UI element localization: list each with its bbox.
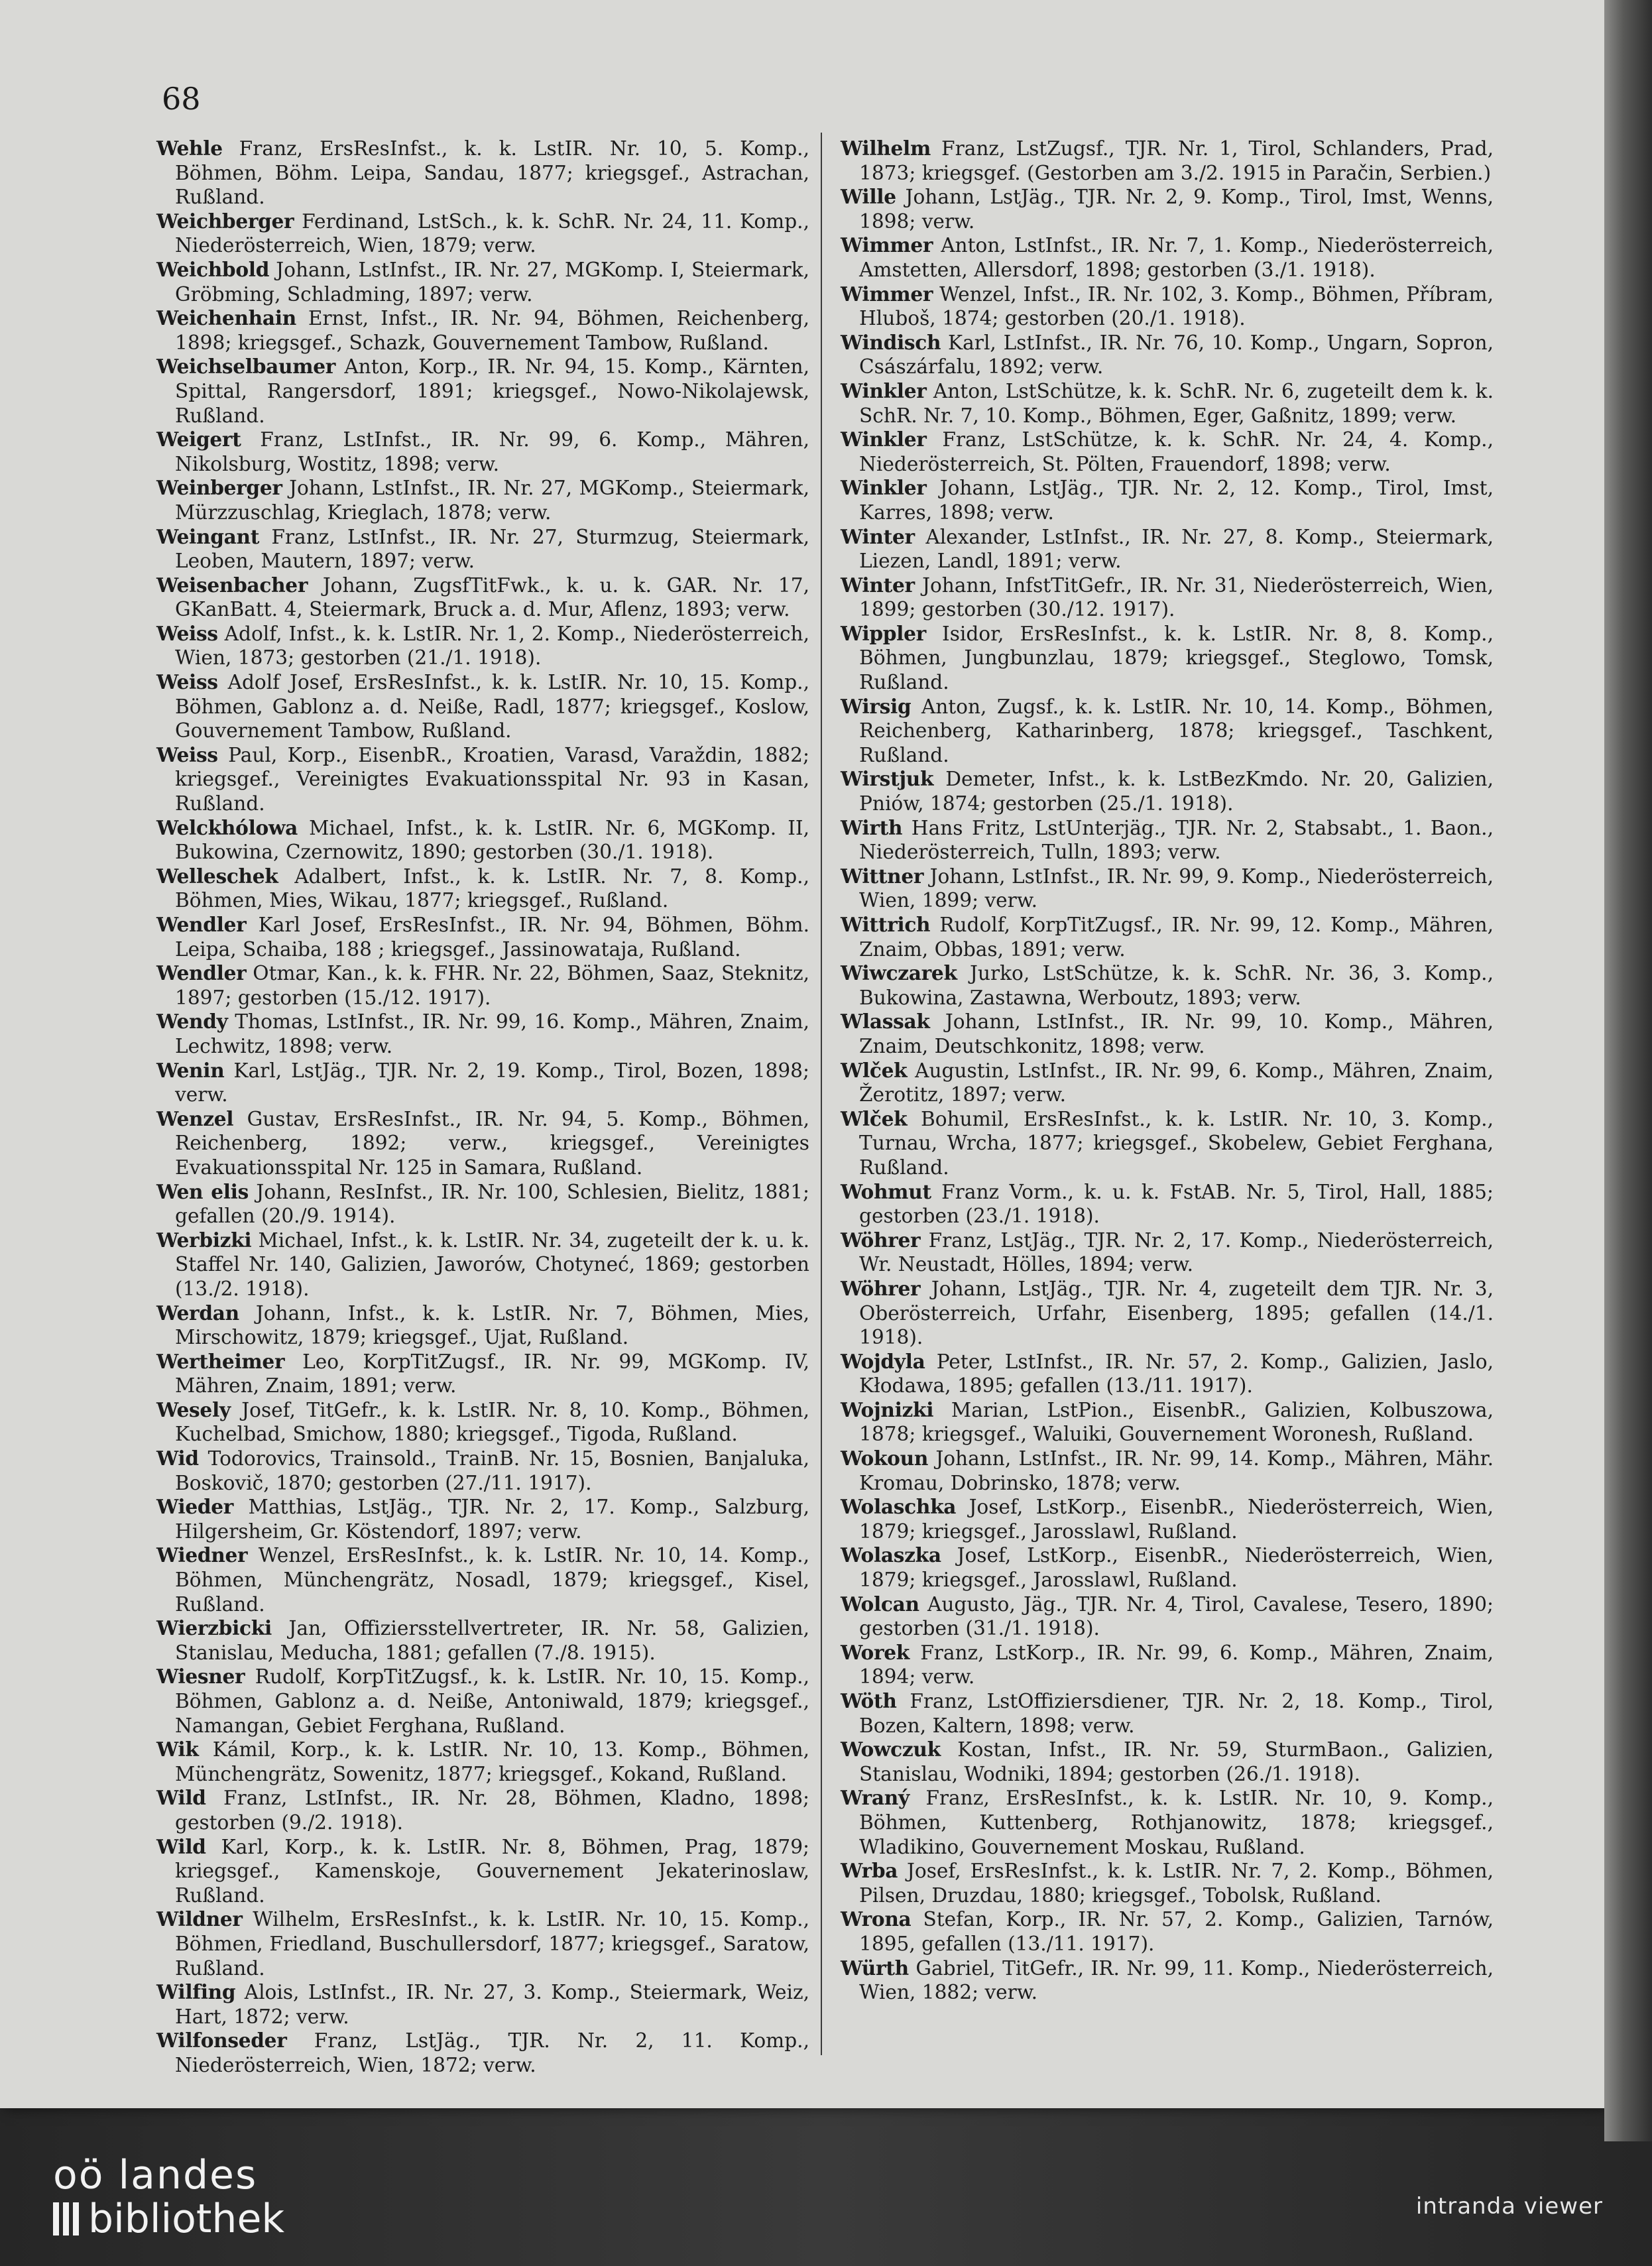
logo-bars-icon: [53, 2202, 79, 2236]
entry-surname: Wen elis: [156, 1179, 249, 1203]
register-entry: [156, 1907, 809, 1980]
register-entry: [841, 1350, 1494, 1398]
entry-surname: Würth: [841, 1956, 909, 1980]
entry-surname: Weichselbaumer: [156, 355, 336, 379]
viewer-label: intranda viewer: [1415, 2193, 1603, 2220]
register-entry: [156, 913, 809, 961]
entry-surname: Wlček: [841, 1058, 908, 1082]
register-entry: [156, 743, 809, 816]
register-entry: [156, 573, 809, 622]
entry-details: Josef, TitGefr., k. k. LstIR. Nr. 8, 10. Komp., Böhmen, Kuchelbad, Smichow, 1880; kriegsgef., Tigoda, Rußland.: [175, 1398, 809, 1446]
entry-surname: Wimmer: [841, 282, 933, 306]
register-entry: [841, 476, 1494, 524]
register-entry: [841, 1907, 1494, 1956]
entry-surname: Wiedner: [156, 1543, 248, 1567]
register-entry: [156, 2029, 809, 2077]
entry-surname: Weiss: [156, 670, 218, 694]
entry-details: Karl Josef, ErsResInfst., IR. Nr. 94, Böhmen, Böhm. Leipa, Schaiba, 188 ; kriegsgef., Jassinowataja, Rußland.: [175, 914, 809, 961]
register-entry: [841, 1107, 1494, 1180]
entry-details: Karl, LstJäg., TJR. Nr. 2, 19. Komp., Tirol, Bozen, 1898; verw.: [175, 1059, 809, 1106]
register-entry: [841, 1738, 1494, 1786]
register-entry: [841, 525, 1494, 573]
entry-surname: Wrona: [841, 1907, 912, 1931]
register-entry: [841, 1398, 1494, 1447]
register-entry: [156, 428, 809, 476]
entry-details: Thomas, LstInfst., IR. Nr. 99, 16. Komp., Mähren, Znaim, Lechwitz, 1898; verw.: [175, 1010, 809, 1057]
entry-surname: Weiss: [156, 621, 218, 645]
entry-details: Wenzel, Infst., IR. Nr. 102, 3. Komp., Böhmen, Příbram, Hluboš, 1874; gestorben (20./1. 1918).: [859, 282, 1494, 330]
entry-surname: Wilfonseder: [156, 2029, 287, 2053]
register-entry: [841, 137, 1494, 185]
entry-details: Anton, LstSchütze, k. k. SchR. Nr. 6, zugeteilt dem k. k. SchR. Nr. 7, 10. Komp., Böhmen, Eger, Gaßnitz, 1899; verw.: [859, 379, 1494, 427]
entry-surname: Wojdyla: [841, 1349, 925, 1373]
entry-details: Franz, ErsResInfst., k. k. LstIR. Nr. 10, 9. Komp., Böhmen, Kuttenberg, Rothjanowitz, 1878; kriegsgef., Wladikino, Gouvernement Moskau, Rußland.: [859, 1787, 1494, 1858]
entry-details: Franz, LstInfst., IR. Nr. 99, 6. Komp., Mähren, Nikolsburg, Wostitz, 1898; verw.: [175, 428, 809, 475]
entry-surname: Wenzel: [156, 1106, 234, 1130]
entry-surname: Weichenhain: [156, 306, 296, 330]
entry-surname: Wowczuk: [841, 1738, 941, 1761]
entry-details: Peter, LstInfst., IR. Nr. 57, 2. Komp., Galizien, Jaslo, Kłodawa, 1895; gefallen (13./11. 1917).: [859, 1350, 1494, 1398]
entry-details: Gabriel, TitGefr., IR. Nr. 99, 11. Komp., Niederösterreich, Wien, 1882; verw.: [859, 1956, 1494, 2004]
entry-surname: Wirsig: [841, 694, 912, 718]
entry-surname: Winkler: [841, 428, 927, 451]
entry-details: Paul, Korp., EisenbR., Kroatien, Varasd, Varaždin, 1882; kriegsgef., Vereinigtes Evakuationsspital Nr. 93 in Kasan, Rußland.: [175, 743, 809, 815]
right-column: [841, 137, 1494, 2046]
register-entry: [841, 1786, 1494, 1859]
register-entry: [156, 1010, 809, 1058]
entry-surname: Wlassak: [841, 1010, 930, 1034]
register-entry: [156, 1398, 809, 1447]
register-entry: [841, 1447, 1494, 1495]
entry-details: Franz, LstKorp., IR. Nr. 99, 6. Komp., Mähren, Znaim, 1894; verw.: [859, 1641, 1494, 1689]
entry-surname: Wraný: [841, 1786, 910, 1810]
entry-details: Anton, LstInfst., IR. Nr. 7, 1. Komp., Niederösterreich, Amstetten, Allersdorf, 1898; gestorben (3./1. 1918).: [859, 234, 1494, 281]
register-entry: [156, 1350, 809, 1398]
register-entry: [156, 258, 809, 306]
left-column: [156, 137, 809, 2076]
entry-details: Adolf Josef, ErsResInfst., k. k. LstIR. Nr. 10, 15. Komp., Böhmen, Gablonz a. d. Neiße, Radl, 1877; kriegsgef., Koslow, Gouvernement Tambow, Rußland.: [175, 671, 809, 743]
register-entry: [841, 1859, 1494, 1907]
register-entry: [841, 695, 1494, 768]
entry-surname: Weingant: [156, 524, 260, 548]
entry-surname: Wirth: [841, 815, 903, 839]
register-entry: [156, 622, 809, 670]
entry-surname: Weigert: [156, 428, 241, 451]
entry-details: Franz, LstOffiziersdiener, TJR. Nr. 2, 18. Komp., Tirol, Bozen, Kaltern, 1898; verw.: [859, 1690, 1494, 1737]
register-entry: [156, 355, 809, 428]
register-entry: [841, 913, 1494, 961]
register-entry: [841, 233, 1494, 282]
entry-surname: Wierzbicki: [156, 1616, 272, 1640]
register-entry: [156, 1228, 809, 1301]
entry-details: Rudolf, KorpTitZugsf., IR. Nr. 99, 12. Komp., Mähren, Znaim, Obbas, 1891; verw.: [859, 914, 1494, 961]
register-entry: [156, 961, 809, 1010]
entry-details: Franz, LstInfst., IR. Nr. 27, Sturmzug, Steiermark, Leoben, Mautern, 1897; verw.: [175, 525, 809, 573]
register-entry: [841, 961, 1494, 1010]
logo-line-2-wrap: [53, 2197, 284, 2241]
register-entry: [841, 767, 1494, 815]
entry-surname: Weisenbacher: [156, 573, 308, 597]
entry-surname: Winter: [841, 524, 915, 548]
entry-surname: Wille: [841, 185, 896, 209]
register-entry: [841, 1543, 1494, 1592]
entry-details: Jan, Offiziersstellvertreter, IR. Nr. 58, Galizien, Stanislau, Meducha, 1881; gefallen (7./8. 1915).: [175, 1617, 809, 1664]
register-entry: [156, 1835, 809, 1908]
entry-surname: Weichbold: [156, 257, 270, 281]
entry-surname: Werbizki: [156, 1228, 252, 1252]
entry-surname: Wojnizki: [841, 1398, 934, 1421]
entry-surname: Winter: [841, 573, 915, 597]
register-entry: [156, 209, 809, 258]
entry-details: Matthias, LstJäg., TJR. Nr. 2, 17. Komp., Salzburg, Hilgersheim, Gr. Köstendorf, 1897; verw.: [175, 1496, 809, 1543]
entry-surname: Welleschek: [156, 864, 278, 888]
register-entry: [156, 1059, 809, 1107]
entry-surname: Wendy: [156, 1010, 228, 1034]
entry-details: Karl, LstInfst., IR. Nr. 76, 10. Komp., Ungarn, Sopron, Császárfalu, 1892; verw.: [859, 331, 1494, 379]
entry-details: Anton, Korp., IR. Nr. 94, 15. Komp., Kärnten, Spittal, Rangersdorf, 1891; kriegsgef., Nowo-Nikolajewsk, Rußland.: [175, 355, 809, 427]
entry-details: Todorovics, Trainsold., TrainB. Nr. 15, Bosnien, Banjaluka, Boskovič, 1870; gestorben (27./11. 1917).: [175, 1447, 809, 1494]
entry-details: Rudolf, KorpTitZugsf., k. k. LstIR. Nr. 10, 15. Komp., Böhmen, Gablonz a. d. Neiße, Antoniwald, 1879; kriegsgef., Namangan, Gebiet Ferghana, Rußland.: [175, 1665, 809, 1737]
register-entry: [156, 525, 809, 573]
entry-details: Franz, ErsResInfst., k. k. LstIR. Nr. 10, 5. Komp., Böhmen, Böhm. Leipa, Sandau, 1877; kriegsgef., Astrachan, Rußland.: [175, 137, 809, 209]
logo-line-1: oö landes: [53, 2152, 258, 2198]
library-logo: [53, 2153, 284, 2241]
register-entry: [841, 573, 1494, 622]
entry-surname: Winkler: [841, 379, 927, 402]
entry-surname: Wittrich: [841, 913, 931, 936]
entry-surname: Wesely: [156, 1398, 231, 1421]
register-entry: [841, 1010, 1494, 1058]
entry-details: Johann, LstJäg., TJR. Nr. 2, 12. Komp., Tirol, Imst, Karres, 1898; verw.: [859, 477, 1494, 524]
entry-details: Franz, LstInfst., IR. Nr. 28, Böhmen, Kladno, 1898; gestorben (9./2. 1918).: [175, 1787, 809, 1834]
entry-details: Demeter, Infst., k. k. LstBezKmdo. Nr. 20, Galizien, Pniów, 1874; gestorben (25./1. 1918).: [859, 768, 1494, 815]
register-entry: [156, 1180, 809, 1228]
entry-details: Augusto, Jäg., TJR. Nr. 4, Tirol, Cavalese, Tesero, 1890; gestorben (31./1. 1918).: [859, 1592, 1494, 1640]
entry-surname: Wrba: [841, 1859, 898, 1883]
entry-details: Johann, ResInfst., IR. Nr. 100, Schlesien, Bielitz, 1881; gefallen (20./9. 1914).: [175, 1180, 809, 1228]
entry-surname: Werdan: [156, 1301, 239, 1325]
register-entry: [156, 306, 809, 355]
entry-surname: Wildner: [156, 1907, 243, 1931]
entry-surname: Wolaszka: [841, 1543, 941, 1567]
entry-details: Michael, Infst., k. k. LstIR. Nr. 34, zugeteilt der k. u. k. Staffel Nr. 140, Galizien, Jaworów, Chotyneć, 1869; gestorben (13./2. 1918).: [175, 1228, 809, 1300]
register-entry: [156, 1665, 809, 1738]
register-entry: [841, 1956, 1494, 2005]
page-number: 68: [162, 81, 201, 117]
register-entry: [841, 428, 1494, 476]
entry-surname: Wlček: [841, 1106, 908, 1130]
register-entry: [841, 1277, 1494, 1350]
register-entry: [156, 1447, 809, 1495]
register-entry: [841, 1059, 1494, 1107]
register-entry: [841, 1689, 1494, 1738]
page-edge: [1604, 0, 1652, 2141]
entry-details: Marian, LstPion., EisenbR., Galizien, Kolbuszowa, 1878; kriegsgef., Waluiki, Gouvernement Woronesh, Rußland.: [859, 1398, 1494, 1446]
entry-surname: Wid: [156, 1447, 199, 1470]
entry-details: Johann, LstInfst., IR. Nr. 99, 9. Komp., Niederösterreich, Wien, 1899; verw.: [859, 865, 1494, 912]
entry-surname: Wöth: [841, 1689, 897, 1712]
entry-surname: Wild: [156, 1834, 206, 1858]
entry-details: Franz, LstJäg., TJR. Nr. 2, 17. Komp., Niederösterreich, Wr. Neustadt, Hölles, 1894; verw.: [859, 1228, 1494, 1276]
register-entry: [841, 816, 1494, 865]
entry-details: Hans Fritz, LstUnterjäg., TJR. Nr. 2, Stabsabt., 1. Baon., Niederösterreich, Tulln, 1893; verw.: [859, 816, 1494, 864]
entry-details: Gustav, ErsResInfst., IR. Nr. 94, 5. Komp., Böhmen, Reichenberg, 1892; verw., kriegsgef., Vereinigtes Evakuationsspital Nr. 125 in Samara, Rußland.: [175, 1107, 809, 1179]
register-entry: [156, 1301, 809, 1350]
entry-details: Stefan, Korp., IR. Nr. 57, 2. Komp., Galizien, Tarnów, 1895, gefallen (13./11. 1917).: [859, 1908, 1494, 1955]
entry-surname: Wokoun: [841, 1447, 929, 1470]
entry-details: Franz, LstSchütze, k. k. SchR. Nr. 24, 4. Komp., Niederösterreich, St. Pölten, Frauendorf, 1898; verw.: [859, 428, 1494, 475]
entry-surname: Wöhrer: [841, 1276, 921, 1300]
entry-surname: Wohmut: [841, 1179, 931, 1203]
register-entry: [841, 1228, 1494, 1277]
entry-details: Adolf, Infst., k. k. LstIR. Nr. 1, 2. Komp., Niederösterreich, Wien, 1873; gestorben (21./1. 1918).: [175, 622, 809, 670]
entry-surname: Welckhólowa: [156, 815, 298, 839]
register-entry: [156, 1786, 809, 1834]
entry-details: Johann, LstJäg., TJR. Nr. 4, zugeteilt dem TJR. Nr. 3, Oberösterreich, Urfahr, Eisenberg, 1895; gefallen (14./1. 1918).: [859, 1277, 1494, 1349]
entry-details: Alois, LstInfst., IR. Nr. 27, 3. Komp., Steiermark, Weiz, Hart, 1872; verw.: [175, 1981, 809, 2028]
entry-surname: Wild: [156, 1786, 206, 1810]
entry-surname: Wilfing: [156, 1980, 236, 2004]
register-entry: [156, 865, 809, 913]
entry-details: Alexander, LstInfst., IR. Nr. 27, 8. Komp., Steiermark, Liezen, Landl, 1891; verw.: [859, 525, 1494, 573]
register-entry: [841, 1180, 1494, 1228]
entry-surname: Weichberger: [156, 209, 294, 233]
entry-details: Wenzel, ErsResInfst., k. k. LstIR. Nr. 10, 14. Komp., Böhmen, Münchengrätz, Nosadl, 1879; kriegsgef., Kisel, Rußland.: [175, 1544, 809, 1616]
entry-surname: Winkler: [841, 476, 927, 500]
entry-details: Wilhelm, ErsResInfst., k. k. LstIR. Nr. 10, 15. Komp., Böhmen, Friedland, Buschullersdorf, 1877; kriegsgef., Saratow, Rußland.: [175, 1908, 809, 1980]
entry-surname: Wittner: [841, 864, 924, 888]
entry-surname: Wendler: [156, 913, 247, 936]
register-entry: [841, 1592, 1494, 1641]
entry-details: Johann, LstInfst., IR. Nr. 99, 14. Komp., Mähren, Mähr. Kromau, Dobrinsko, 1878; verw.: [859, 1447, 1494, 1494]
entry-details: Josef, LstKorp., EisenbR., Niederösterreich, Wien, 1879; kriegsgef., Jarosslawl, Rußland.: [859, 1496, 1494, 1543]
entry-details: Ernst, Infst., IR. Nr. 94, Böhmen, Reichenberg, 1898; kriegsgef., Schazk, Gouvernement Tambow, Rußland.: [175, 307, 809, 354]
entry-surname: Wiwczarek: [841, 961, 957, 985]
entry-details: Josef, LstKorp., EisenbR., Niederösterreich, Wien, 1879; kriegsgef., Jarosslawl, Rußland.: [859, 1544, 1494, 1592]
register-entry: [156, 1107, 809, 1180]
entry-surname: Wippler: [841, 621, 926, 645]
entry-surname: Wolaschka: [841, 1495, 957, 1519]
entry-details: Karl, Korp., k. k. LstIR. Nr. 8, Böhmen, Prag, 1879; kriegsgef., Kamenskoje, Gouvernement Jekaterinoslaw, Rußland.: [175, 1835, 809, 1907]
entry-details: Josef, ErsResInfst., k. k. LstIR. Nr. 7, 2. Komp., Böhmen, Pilsen, Druzdau, 1880; kriegsgef., Tobolsk, Rußland.: [859, 1860, 1494, 1907]
entry-surname: Weinberger: [156, 476, 282, 500]
entry-details: Franz, LstZugsf., TJR. Nr. 1, Tirol, Schlanders, Prad, 1873; kriegsgef. (Gestorben am 3./2. 1915 in Paračin, Serbien.): [859, 137, 1494, 184]
entry-details: Leo, KorpTitZugsf., IR. Nr. 99, MGKomp. IV, Mähren, Znaim, 1891; verw.: [175, 1350, 809, 1398]
entry-details: Johann, Infst., k. k. LstIR. Nr. 7, Böhmen, Mies, Mirschowitz, 1879; kriegsgef., Ujat, Rußland.: [175, 1301, 809, 1349]
register-entry: [156, 1738, 809, 1786]
entry-surname: Wieder: [156, 1495, 234, 1519]
entry-surname: Wimmer: [841, 233, 933, 257]
entry-details: Kámil, Korp., k. k. LstIR. Nr. 10, 13. Komp., Böhmen, Münchengrätz, Sowenitz, 1877; kriegsgef., Kokand, Rußland.: [175, 1738, 809, 1785]
register-entry: [841, 282, 1494, 331]
register-entry: [841, 1641, 1494, 1689]
entry-details: Otmar, Kan., k. k. FHR. Nr. 22, Böhmen, Saaz, Steknitz, 1897; gestorben (15./12. 1917).: [175, 962, 809, 1009]
entry-details: Johann, InfstTitGefr., IR. Nr. 31, Niederösterreich, Wien, 1899; gestorben (30./12. 1917).: [859, 573, 1494, 621]
entry-details: Augustin, LstInfst., IR. Nr. 99, 6. Komp., Mähren, Znaim, Žerotitz, 1897; verw.: [859, 1059, 1494, 1106]
entry-surname: Wenin: [156, 1058, 225, 1082]
entry-details: Johann, LstJäg., TJR. Nr. 2, 9. Komp., Tirol, Imst, Wenns, 1898; verw.: [859, 186, 1494, 233]
register-entry: [156, 476, 809, 524]
register-entry: [156, 1616, 809, 1665]
entry-details: Michael, Infst., k. k. LstIR. Nr. 6, MGKomp. II, Bukowina, Czernowitz, 1890; gestorben (30./1. 1918).: [175, 816, 809, 864]
entry-surname: Wiesner: [156, 1665, 245, 1689]
entry-details: Johann, LstInfst., IR. Nr. 27, MGKomp., Steiermark, Mürzzuschlag, Krieglach, 1878; verw.: [175, 477, 809, 524]
logo-line-2: bibliothek: [88, 2196, 285, 2242]
register-entry: [156, 1495, 809, 1543]
entry-surname: Wendler: [156, 961, 247, 985]
entry-surname: Weiss: [156, 743, 218, 766]
register-entry: [841, 379, 1494, 428]
entry-details: Johann, LstInfst., IR. Nr. 27, MGKomp. I, Steiermark, Gröbming, Schladming, 1897; verw.: [175, 258, 809, 306]
register-entry: [841, 331, 1494, 379]
entry-surname: Wilhelm: [841, 137, 931, 160]
entry-details: Bohumil, ErsResInfst., k. k. LstIR. Nr. 10, 3. Komp., Turnau, Wrcha, 1877; kriegsgef., Skobelew, Gebiet Ferghana, Rußland.: [859, 1107, 1494, 1179]
entry-details: Jurko, LstSchütze, k. k. SchR. Nr. 36, 3. Komp., Bukowina, Zastawna, Werboutz, 1893; verw.: [859, 962, 1494, 1009]
entry-details: Anton, Zugsf., k. k. LstIR. Nr. 10, 14. Komp., Böhmen, Reichenberg, Katharinberg, 1878; kriegsgef., Taschkent, Rußland.: [859, 695, 1494, 766]
entry-surname: Wehle: [156, 137, 223, 160]
entry-surname: Wöhrer: [841, 1228, 921, 1252]
entry-surname: Windisch: [841, 330, 941, 354]
register-entry: [156, 816, 809, 865]
entry-details: Johann, LstInfst., IR. Nr. 99, 10. Komp., Mähren, Znaim, Deutschkonitz, 1898; verw.: [859, 1010, 1494, 1057]
entry-surname: Wik: [156, 1738, 199, 1761]
entry-surname: Worek: [841, 1640, 910, 1664]
entry-details: Isidor, ErsResInfst., k. k. LstIR. Nr. 8, 8. Komp., Böhmen, Jungbunzlau, 1879; kriegsgef., Steglowo, Tomsk, Rußland.: [859, 622, 1494, 694]
entry-surname: Wirstjuk: [841, 767, 934, 791]
register-entry: [156, 1980, 809, 2029]
register-entry: [841, 622, 1494, 695]
entry-details: Johann, ZugsfTitFwk., k. u. k. GAR. Nr. 17, GKanBatt. 4, Steiermark, Bruck a. d. Mur, Aflenz, 1893; verw.: [175, 573, 809, 621]
entry-surname: Wolcan: [841, 1592, 919, 1616]
column-divider: [821, 133, 822, 2055]
entry-details: Franz Vorm., k. u. k. FstAB. Nr. 5, Tirol, Hall, 1885; gestorben (23./1. 1918).: [859, 1180, 1494, 1228]
register-entry: [156, 137, 809, 209]
entry-details: Kostan, Infst., IR. Nr. 59, SturmBaon., Galizien, Stanislau, Wodniki, 1894; gestorben (26./1. 1918).: [859, 1738, 1494, 1785]
register-entry: [156, 1543, 809, 1616]
entry-surname: Wertheimer: [156, 1349, 285, 1373]
register-entry: [841, 185, 1494, 233]
register-entry: [841, 865, 1494, 913]
entry-details: Franz, LstJäg., TJR. Nr. 2, 11. Komp., Niederösterreich, Wien, 1872; verw.: [175, 2029, 809, 2076]
register-entry: [841, 1495, 1494, 1543]
entry-details: Ferdinand, LstSch., k. k. SchR. Nr. 24, 11. Komp., Niederösterreich, Wien, 1879; verw.: [175, 209, 809, 257]
entry-details: Adalbert, Infst., k. k. LstIR. Nr. 7, 8. Komp., Böhmen, Mies, Wikau, 1877; kriegsgef., Rußland.: [175, 865, 809, 912]
register-entry: [156, 670, 809, 743]
